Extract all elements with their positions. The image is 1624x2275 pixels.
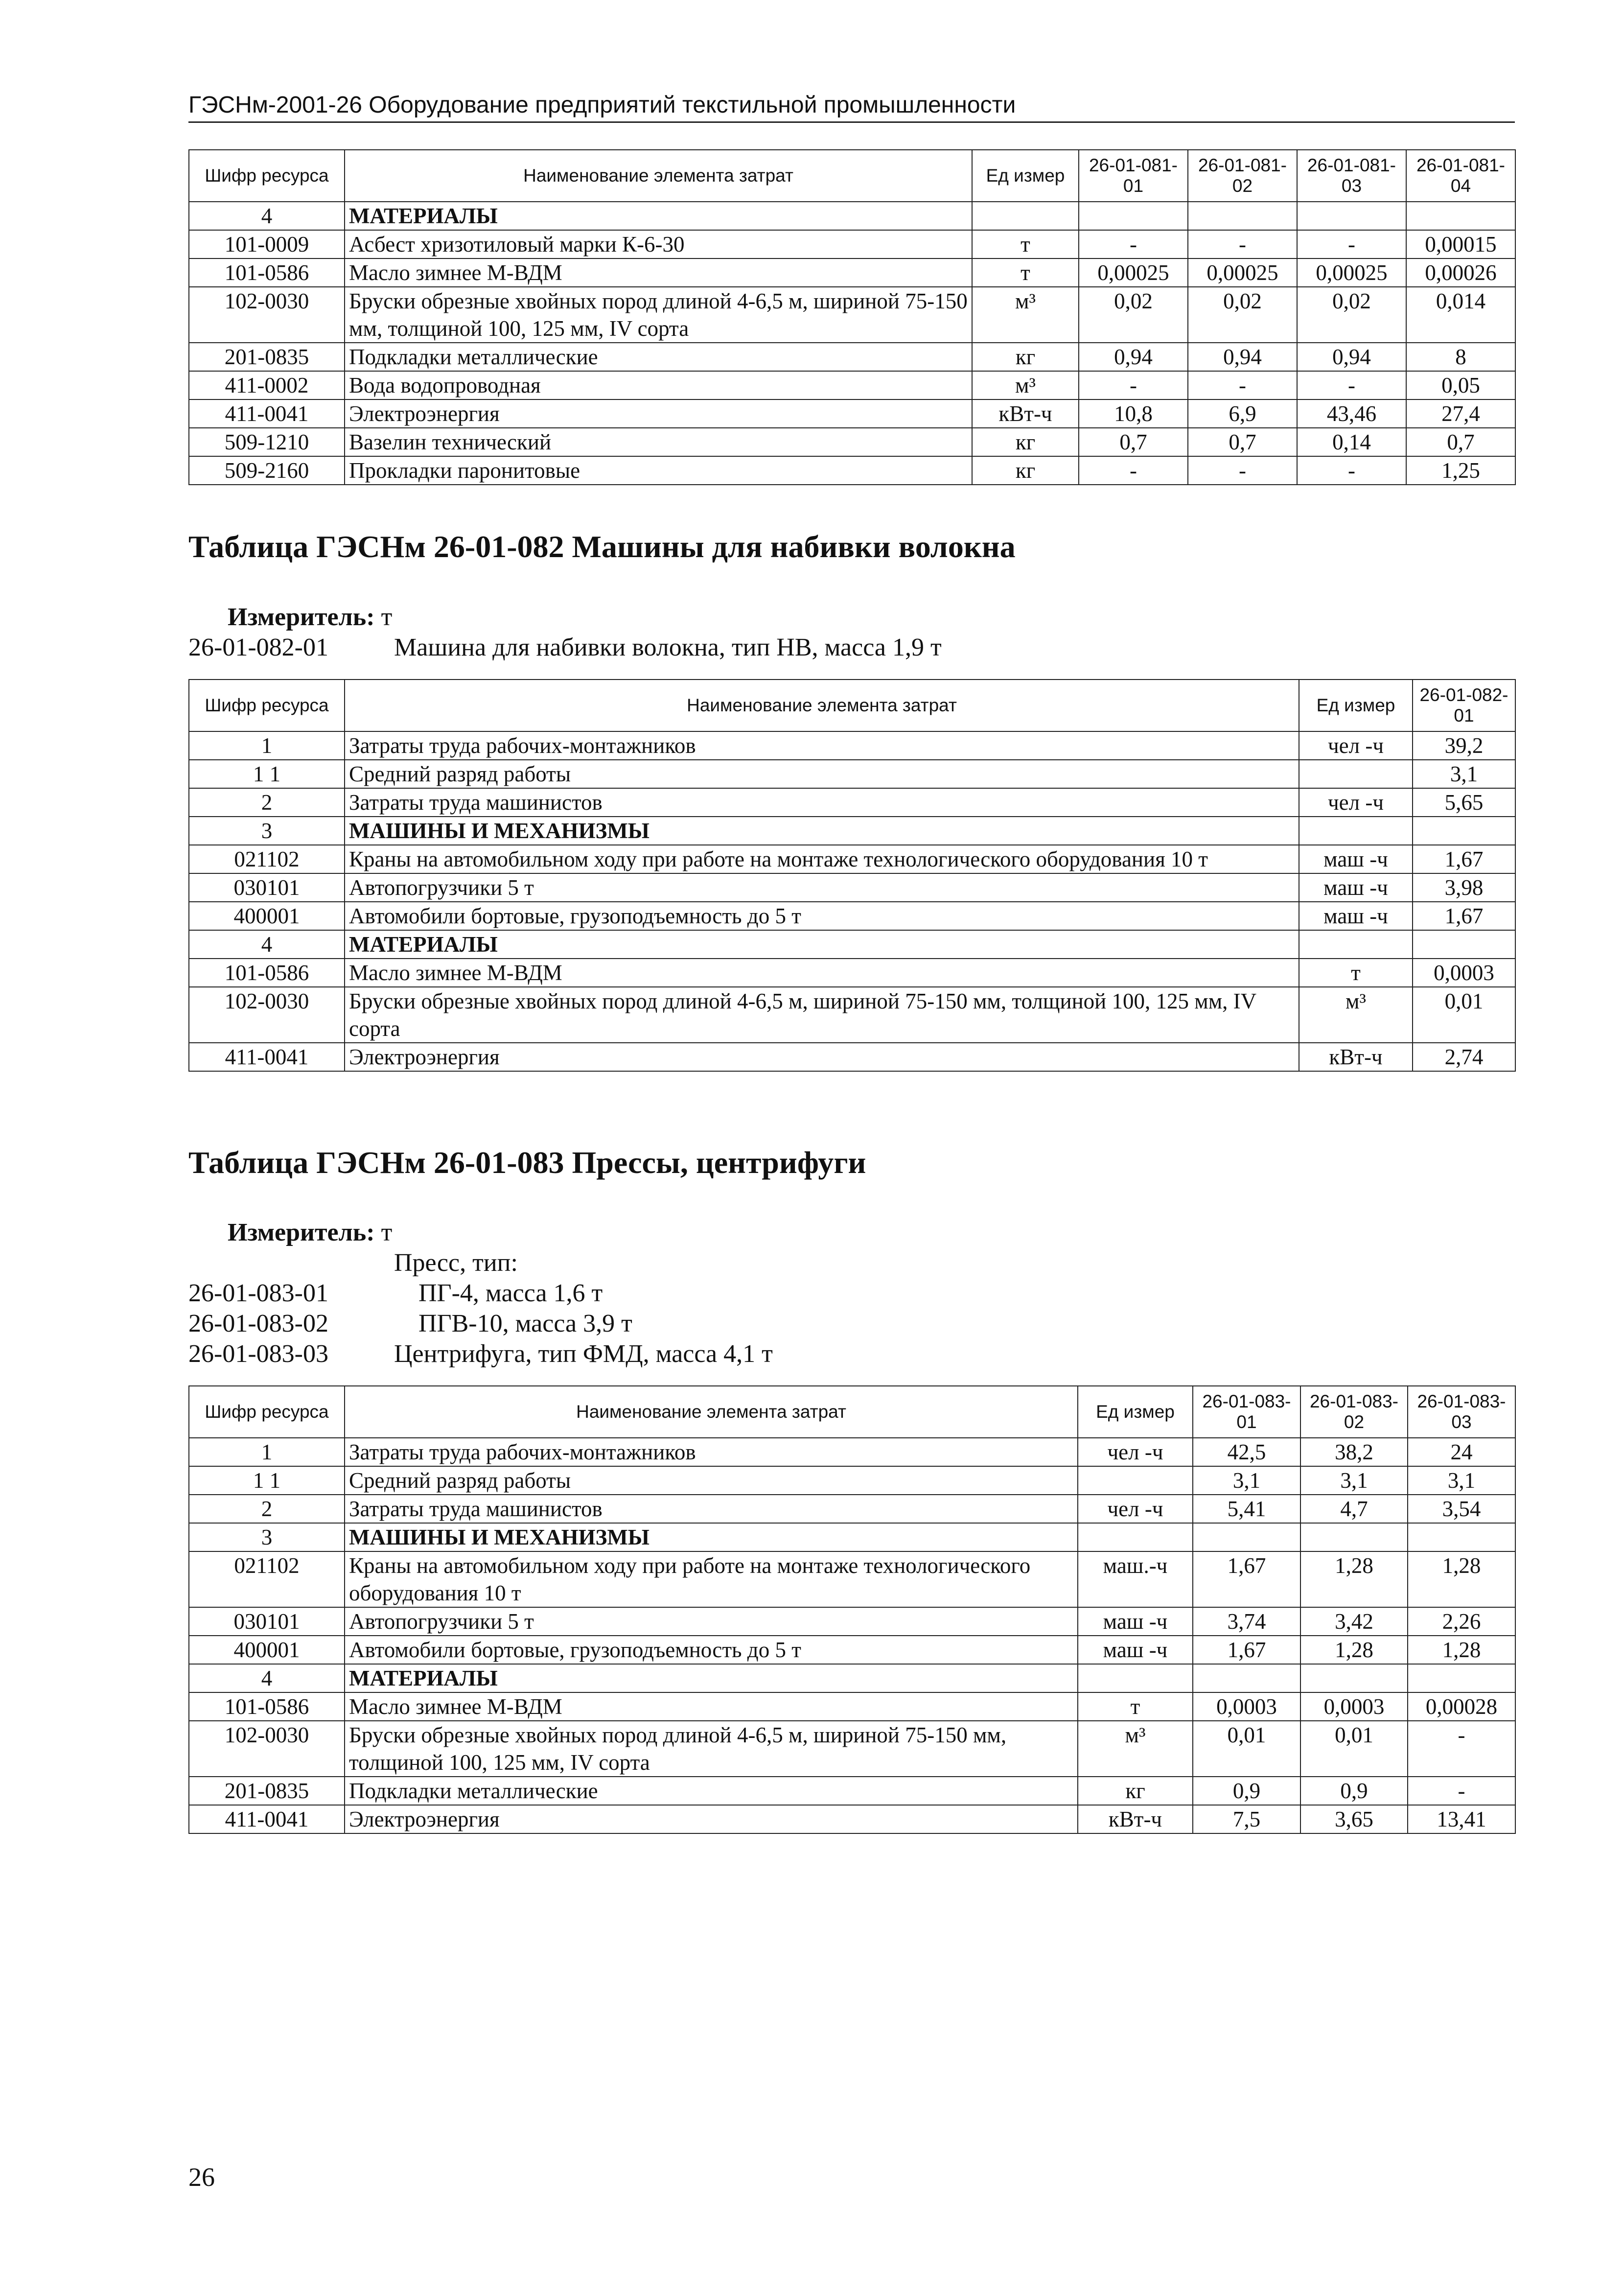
resource-name: Электроэнергия: [345, 1805, 1078, 1833]
running-header: ГЭСНм-2001-26 Оборудование предприятий текстильной промышленности: [188, 91, 1515, 123]
resource-name: Затраты труда машинистов: [345, 788, 1299, 817]
value-cell: 0,94: [1297, 343, 1406, 371]
resource-name: Масло зимнее М-ВДМ: [345, 1692, 1078, 1721]
value-cell: -: [1079, 230, 1188, 258]
value-cell: [1300, 1523, 1408, 1551]
value-cell: 27,4: [1406, 399, 1515, 428]
table-row: [189, 1043, 1515, 1071]
section-title: МАШИНЫ И МЕХАНИЗМЫ: [345, 1523, 1078, 1551]
resource-code: 411-0041: [189, 1805, 345, 1833]
section-title: МАТЕРИАЛЫ: [345, 930, 1299, 959]
table-row: [189, 1438, 1515, 1466]
value-cell: [1193, 1523, 1300, 1551]
value-cell: -: [1188, 371, 1297, 399]
value-cell: 0,7: [1406, 428, 1515, 456]
variant-text: ПГ-4, масса 1,6 т: [418, 1279, 603, 1307]
unit-cell: кг: [972, 428, 1079, 456]
resource-table-083: [188, 1385, 1516, 1834]
resource-code: 021102: [189, 1551, 345, 1607]
col-header-norm: 26-01-083-03: [1408, 1386, 1515, 1438]
value-cell: 0,0003: [1300, 1692, 1408, 1721]
table-row: [189, 1551, 1515, 1607]
value-cell: 0,00025: [1297, 258, 1406, 287]
value-cell: 42,5: [1193, 1438, 1300, 1466]
unit-cell: кВт-ч: [1078, 1805, 1193, 1833]
resource-code: 101-0009: [189, 230, 345, 258]
resource-code: 101-0586: [189, 258, 345, 287]
value-cell: [1079, 202, 1188, 230]
value-cell: -: [1408, 1721, 1515, 1777]
value-cell: 7,5: [1193, 1805, 1300, 1833]
table-row: [189, 959, 1515, 987]
variant-code: 26-01-083-03: [188, 1340, 328, 1368]
resource-name: Затраты труда рабочих-монтажников: [345, 731, 1299, 760]
value-cell: 5,65: [1413, 788, 1515, 817]
value-cell: 0,94: [1079, 343, 1188, 371]
value-cell: [1406, 202, 1515, 230]
table-caption-082: Таблица ГЭСНм 26-01-082 Машины для набивки волокна: [188, 529, 1016, 564]
resource-code: 4: [189, 930, 345, 959]
value-cell: 24: [1408, 1438, 1515, 1466]
col-header-norm: 26-01-082-01: [1413, 680, 1515, 731]
measure-line: [228, 1218, 392, 1248]
group-label: Пресс, тип:: [394, 1249, 518, 1277]
resource-name: Вода водопроводная: [345, 371, 972, 399]
resource-name: Краны на автомобильном ходу при работе на монтаже технологического оборудования 10 т: [345, 1551, 1078, 1607]
table-row: [189, 1692, 1515, 1721]
section-row: [189, 930, 1515, 959]
table-row: [189, 371, 1515, 399]
resource-code: 201-0835: [189, 1777, 345, 1805]
section-title: МАТЕРИАЛЫ: [345, 202, 972, 230]
unit-cell: чел -ч: [1299, 731, 1413, 760]
unit-cell: [972, 202, 1079, 230]
value-cell: 0,02: [1079, 287, 1188, 343]
col-header-norm: 26-01-083-02: [1300, 1386, 1408, 1438]
value-cell: 0,7: [1188, 428, 1297, 456]
col-header-unit: Ед измер: [972, 150, 1079, 202]
unit-cell: чел -ч: [1078, 1438, 1193, 1466]
col-header-norm: 26-01-081-04: [1406, 150, 1515, 202]
table-row: [189, 760, 1515, 788]
unit-cell: [1078, 1466, 1193, 1495]
variant-text: ПГВ-10, масса 3,9 т: [418, 1310, 632, 1337]
unit-cell: м³: [1078, 1721, 1193, 1777]
value-cell: [1193, 1664, 1300, 1692]
value-cell: 6,9: [1188, 399, 1297, 428]
unit-cell: [1299, 760, 1413, 788]
unit-cell: м³: [972, 287, 1079, 343]
table-row: [189, 902, 1515, 930]
value-cell: 1,28: [1408, 1551, 1515, 1607]
value-cell: 0,01: [1413, 987, 1515, 1043]
unit-cell: кВт-ч: [972, 399, 1079, 428]
resource-code: 021102: [189, 845, 345, 873]
value-cell: 1,67: [1413, 902, 1515, 930]
col-header-code: Шифр ресурса: [189, 150, 345, 202]
value-cell: -: [1297, 456, 1406, 485]
variant-code: 26-01-083-01: [188, 1279, 328, 1307]
value-cell: 0,05: [1406, 371, 1515, 399]
unit-cell: т: [972, 230, 1079, 258]
resource-code: 411-0002: [189, 371, 345, 399]
value-cell: 39,2: [1413, 731, 1515, 760]
unit-cell: м³: [972, 371, 1079, 399]
unit-cell: чел -ч: [1078, 1495, 1193, 1523]
resource-code: 3: [189, 817, 345, 845]
page-number: 26: [188, 2162, 215, 2192]
value-cell: 0,14: [1297, 428, 1406, 456]
value-cell: 0,00025: [1079, 258, 1188, 287]
resource-code: 1 1: [189, 1466, 345, 1495]
resource-code: 1 1: [189, 760, 345, 788]
col-header-code: Шифр ресурса: [189, 1386, 345, 1438]
resource-name: Асбест хризотиловый марки К-6-30: [345, 230, 972, 258]
unit-cell: [1078, 1523, 1193, 1551]
table-row: [189, 258, 1515, 287]
unit-cell: маш -ч: [1299, 845, 1413, 873]
resource-code: 101-0586: [189, 959, 345, 987]
resource-code: 2: [189, 1495, 345, 1523]
value-cell: 3,42: [1300, 1607, 1408, 1636]
measure-label: Измеритель:: [228, 603, 375, 631]
value-cell: [1300, 1664, 1408, 1692]
table-row: [189, 343, 1515, 371]
resource-name: Средний разряд работы: [345, 1466, 1078, 1495]
value-cell: 43,46: [1297, 399, 1406, 428]
table-row: [189, 731, 1515, 760]
table-row: [189, 287, 1515, 343]
resource-code: 2: [189, 788, 345, 817]
unit-cell: маш -ч: [1299, 902, 1413, 930]
resource-code: 509-2160: [189, 456, 345, 485]
resource-code: 030101: [189, 1607, 345, 1636]
value-cell: 1,28: [1300, 1636, 1408, 1664]
col-header-unit: Ед измер: [1078, 1386, 1193, 1438]
value-cell: 0,00028: [1408, 1692, 1515, 1721]
value-cell: 3,1: [1413, 760, 1515, 788]
resource-code: 3: [189, 1523, 345, 1551]
measure-label: Измеритель:: [228, 1219, 375, 1246]
value-cell: -: [1408, 1777, 1515, 1805]
value-cell: 0,00025: [1188, 258, 1297, 287]
unit-cell: [1078, 1664, 1193, 1692]
unit-cell: т: [972, 258, 1079, 287]
value-cell: 0,02: [1188, 287, 1297, 343]
table-row: [189, 987, 1515, 1043]
value-cell: 0,9: [1193, 1777, 1300, 1805]
unit-cell: т: [1299, 959, 1413, 987]
unit-cell: кг: [972, 456, 1079, 485]
value-cell: -: [1188, 230, 1297, 258]
value-cell: 2,74: [1413, 1043, 1515, 1071]
table-row: [189, 1777, 1515, 1805]
section-title: МАТЕРИАЛЫ: [345, 1664, 1078, 1692]
resource-name: Бруски обрезные хвойных пород длиной 4-6,5 м, шириной 75-150 мм, толщиной 100, 125 мм, IV сорта: [345, 987, 1299, 1043]
value-cell: 0,9: [1300, 1777, 1408, 1805]
value-cell: 0,00026: [1406, 258, 1515, 287]
value-cell: 3,1: [1300, 1466, 1408, 1495]
resource-name: Подкладки металлические: [345, 1777, 1078, 1805]
value-cell: 3,65: [1300, 1805, 1408, 1833]
unit-cell: [1299, 817, 1413, 845]
resource-name: Автомобили бортовые, грузоподъемность до 5 т: [345, 902, 1299, 930]
resource-name: Электроэнергия: [345, 1043, 1299, 1071]
unit-cell: маш.-ч: [1078, 1551, 1193, 1607]
table-row: [189, 845, 1515, 873]
value-cell: 3,54: [1408, 1495, 1515, 1523]
resource-name: Масло зимнее М-ВДМ: [345, 959, 1299, 987]
table-row: [189, 788, 1515, 817]
value-cell: 13,41: [1408, 1805, 1515, 1833]
value-cell: -: [1297, 230, 1406, 258]
section-title: МАШИНЫ И МЕХАНИЗМЫ: [345, 817, 1299, 845]
resource-name: Бруски обрезные хвойных пород длиной 4-6,5 м, шириной 75-150 мм, толщиной 100, 125 мм, IV сорта: [345, 287, 972, 343]
value-cell: 1,67: [1193, 1636, 1300, 1664]
col-header-code: Шифр ресурса: [189, 680, 345, 731]
value-cell: 0,0003: [1413, 959, 1515, 987]
value-cell: 3,1: [1193, 1466, 1300, 1495]
table-row: [189, 428, 1515, 456]
unit-cell: маш -ч: [1078, 1607, 1193, 1636]
variant-line: [188, 1339, 773, 1369]
table-row: [189, 1607, 1515, 1636]
col-header-norm: 26-01-081-03: [1297, 150, 1406, 202]
value-cell: 0,7: [1079, 428, 1188, 456]
value-cell: 2,26: [1408, 1607, 1515, 1636]
resource-name: Масло зимнее М-ВДМ: [345, 258, 972, 287]
table-row: [189, 399, 1515, 428]
value-cell: [1408, 1664, 1515, 1692]
value-cell: 0,94: [1188, 343, 1297, 371]
col-header-norm: 26-01-081-01: [1079, 150, 1188, 202]
resource-code: 4: [189, 1664, 345, 1692]
resource-code: 102-0030: [189, 287, 345, 343]
value-cell: 0,02: [1297, 287, 1406, 343]
variant-text: Машина для набивки волокна, тип НВ, масса 1,9 т: [394, 633, 942, 661]
value-cell: 0,01: [1300, 1721, 1408, 1777]
resource-name: Краны на автомобильном ходу при работе на монтаже технологического оборудования 10 т: [345, 845, 1299, 873]
col-header-name: Наименование элемента затрат: [345, 1386, 1078, 1438]
value-cell: 0,00015: [1406, 230, 1515, 258]
col-header-name: Наименование элемента затрат: [345, 150, 972, 202]
col-header-norm: 26-01-081-02: [1188, 150, 1297, 202]
table-row: [189, 1805, 1515, 1833]
value-cell: 3,98: [1413, 873, 1515, 902]
variant-line: [188, 1278, 603, 1309]
value-cell: [1297, 202, 1406, 230]
unit-cell: маш -ч: [1078, 1636, 1193, 1664]
resource-name: Электроэнергия: [345, 399, 972, 428]
unit-cell: т: [1078, 1692, 1193, 1721]
resource-code: 411-0041: [189, 399, 345, 428]
table-row: [189, 1721, 1515, 1777]
resource-code: 1: [189, 1438, 345, 1466]
value-cell: 3,74: [1193, 1607, 1300, 1636]
resource-code: 400001: [189, 902, 345, 930]
measure-unit: т: [381, 603, 393, 631]
table-row: [189, 873, 1515, 902]
value-cell: 10,8: [1079, 399, 1188, 428]
resource-code: 030101: [189, 873, 345, 902]
value-cell: 1,67: [1413, 845, 1515, 873]
variant-code: 26-01-082-01: [188, 633, 328, 661]
value-cell: -: [1079, 371, 1188, 399]
resource-code: 1: [189, 731, 345, 760]
resource-code: 101-0586: [189, 1692, 345, 1721]
value-cell: 1,28: [1408, 1636, 1515, 1664]
resource-name: Автопогрузчики 5 т: [345, 873, 1299, 902]
resource-name: Подкладки металлические: [345, 343, 972, 371]
variant-text: Центрифуга, тип ФМД, масса 4,1 т: [394, 1340, 773, 1368]
value-cell: [1413, 930, 1515, 959]
value-cell: -: [1188, 456, 1297, 485]
unit-cell: кВт-ч: [1299, 1043, 1413, 1071]
value-cell: 0,014: [1406, 287, 1515, 343]
value-cell: -: [1079, 456, 1188, 485]
value-cell: [1408, 1523, 1515, 1551]
value-cell: [1413, 817, 1515, 845]
section-row: [189, 1523, 1515, 1551]
table-row: [189, 230, 1515, 258]
section-row: [189, 202, 1515, 230]
resource-code: 400001: [189, 1636, 345, 1664]
value-cell: 4,7: [1300, 1495, 1408, 1523]
resource-code: 201-0835: [189, 343, 345, 371]
unit-cell: кг: [972, 343, 1079, 371]
resource-table-082: [188, 679, 1516, 1072]
value-cell: 5,41: [1193, 1495, 1300, 1523]
variant-line: [188, 1309, 632, 1339]
col-header-norm: 26-01-083-01: [1193, 1386, 1300, 1438]
resource-code: 102-0030: [189, 987, 345, 1043]
unit-cell: [1299, 930, 1413, 959]
resource-name: Прокладки паронитовые: [345, 456, 972, 485]
table-row: [189, 1636, 1515, 1664]
col-header-unit: Ед измер: [1299, 680, 1413, 731]
measure-unit: т: [381, 1219, 393, 1246]
unit-cell: маш -ч: [1299, 873, 1413, 902]
unit-cell: чел -ч: [1299, 788, 1413, 817]
value-cell: 38,2: [1300, 1438, 1408, 1466]
resource-code: 411-0041: [189, 1043, 345, 1071]
col-header-name: Наименование элемента затрат: [345, 680, 1299, 731]
resource-name: Затраты труда машинистов: [345, 1495, 1078, 1523]
resource-table-081: [188, 149, 1516, 485]
value-cell: -: [1297, 371, 1406, 399]
resource-name: Автомобили бортовые, грузоподъемность до 5 т: [345, 1636, 1078, 1664]
resource-name: Вазелин технический: [345, 428, 972, 456]
value-cell: 8: [1406, 343, 1515, 371]
resource-code: 509-1210: [189, 428, 345, 456]
value-cell: 1,67: [1193, 1551, 1300, 1607]
section-row: [189, 1664, 1515, 1692]
resource-code: 102-0030: [189, 1721, 345, 1777]
variant-code: 26-01-083-02: [188, 1310, 328, 1337]
resource-name: Бруски обрезные хвойных пород длиной 4-6,5 м, шириной 75-150 мм, толщиной 100, 125 мм, IV сорта: [345, 1721, 1078, 1777]
measure-line: [228, 602, 392, 633]
section-row: [189, 817, 1515, 845]
table-caption-083: Таблица ГЭСНм 26-01-083 Прессы, центрифуги: [188, 1145, 866, 1180]
value-cell: 3,1: [1408, 1466, 1515, 1495]
unit-cell: м³: [1299, 987, 1413, 1043]
value-cell: [1188, 202, 1297, 230]
table-row: [189, 1466, 1515, 1495]
table-row: [189, 1495, 1515, 1523]
resource-name: Средний разряд работы: [345, 760, 1299, 788]
resource-name: Автопогрузчики 5 т: [345, 1607, 1078, 1636]
resource-name: Затраты труда рабочих-монтажников: [345, 1438, 1078, 1466]
unit-cell: кг: [1078, 1777, 1193, 1805]
value-cell: 0,0003: [1193, 1692, 1300, 1721]
table-row: [189, 456, 1515, 485]
value-cell: 1,25: [1406, 456, 1515, 485]
resource-code: 4: [189, 202, 345, 230]
value-cell: 1,28: [1300, 1551, 1408, 1607]
variant-line: [188, 633, 942, 663]
value-cell: 0,01: [1193, 1721, 1300, 1777]
